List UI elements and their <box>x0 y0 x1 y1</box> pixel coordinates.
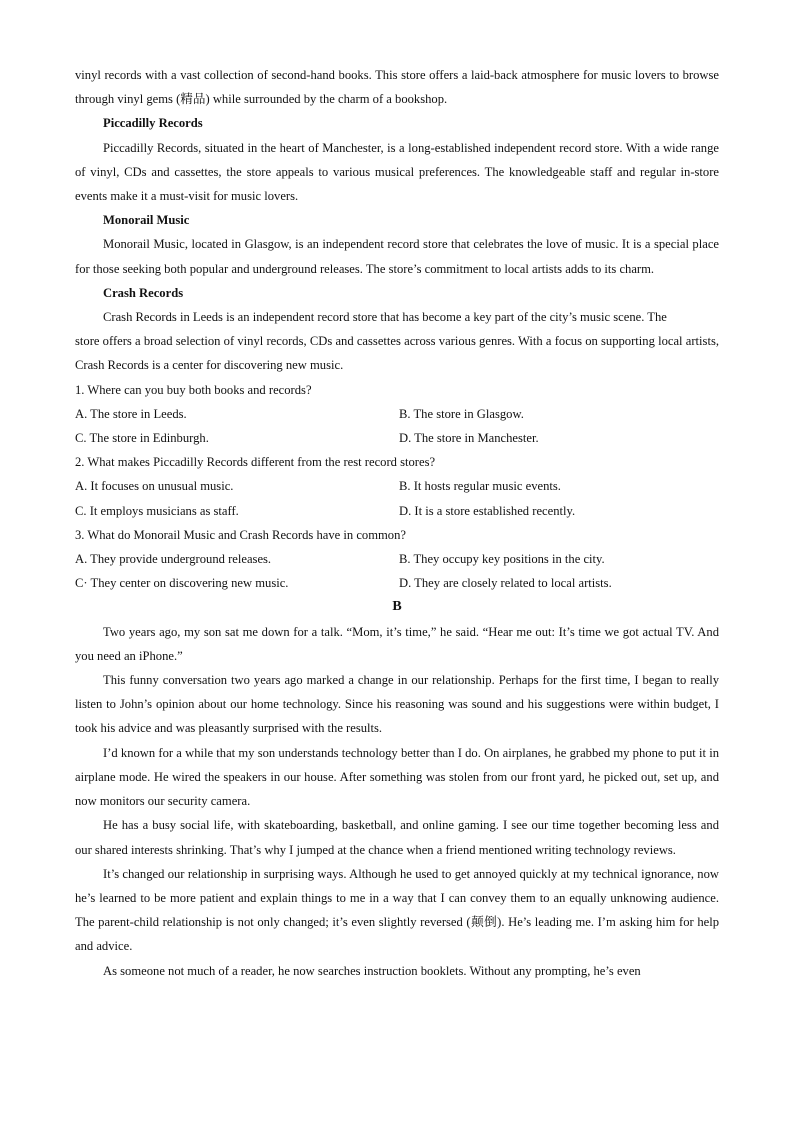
question-2-option-c: C. It employs musicians as staff. <box>75 503 239 518</box>
question-1-option-d: D. The store in Manchester. <box>399 431 539 446</box>
section-label-b: B <box>392 599 402 615</box>
passage-b-paragraph-3: I’d known for a while that my son understands technology better than I do. On airplanes, he grabbed my phone to put it in airplane mode. He wired the speakers in our house. After something was stolen from our front yard, he picked out, set up, and now monitors our security camera. <box>75 745 719 809</box>
store-heading-piccadilly: Piccadilly Records <box>103 116 203 131</box>
question-2-option-d: D. It is a store established recently. <box>399 503 576 518</box>
question-2-option-b: B. It hosts regular music events. <box>399 479 561 494</box>
question-3-option-b: B. They occupy key positions in the city. <box>399 552 605 567</box>
store-text-crash-line1: Crash Records in Leeds is an independent record store that has become a key part of the city’s music scene. The <box>103 310 667 325</box>
passage-b-paragraph-6: As someone not much of a reader, he now searches instruction booklets. Without any prompting, he’s even <box>103 963 641 978</box>
question-1-option-b: B. The store in Glasgow. <box>399 406 524 421</box>
question-2-options <box>75 474 719 522</box>
store-text-monorail: Monorail Music, located in Glasgow, is an independent record store that celebrates the love of music. It is a special place for those seeking both popular and underground releases. The store’s commitment to local artists adds to its charm. <box>75 237 719 276</box>
question-3-option-d: D. They are closely related to local artists. <box>399 576 612 591</box>
question-1-option-c: C. The store in Edinburgh. <box>75 431 209 446</box>
store-heading-crash: Crash Records <box>103 285 184 300</box>
question-3-options <box>75 547 719 595</box>
passage-b-paragraph-5: It’s changed our relationship in surprising ways. Although he used to get annoyed quickly at my technical ignorance, now he’s learned to be more patient and explain things to me in a way that I can convey them to an equally unknowing audience. The parent-child relationship is not only changed; it’s even slightly reversed (颠倒). He’s leading me. I’m asking him for help and advice. <box>75 866 719 954</box>
question-2-option-a: A. It focuses on unusual music. <box>75 479 234 494</box>
store-text-piccadilly: Piccadilly Records, situated in the heart of Manchester, is a long-established independent record store. With a wide range of vinyl, CDs and cassettes, the store appeals to various musical preferences. The knowledgeable staff and regular in-store events make it a must-visit for music lovers. <box>75 140 719 204</box>
store-text-crash-line2: store offers a broad selection of vinyl records, CDs and cassettes across various genres. With a focus on supporting local artists, Crash Records is a center for discovering new music. <box>75 334 719 373</box>
store-heading-monorail: Monorail Music <box>103 213 190 228</box>
passage-b-paragraph-1: Two years ago, my son sat me down for a talk. “Mom, it’s time,” he said. “Hear me out: It’s time we got actual TV. And you need an iPhone.” <box>75 624 719 663</box>
question-3-option-c: C· They center on discovering new music. <box>75 576 289 591</box>
passage-a-intro-tail: vinyl records with a vast collection of second-hand books. This store offers a laid-back atmosphere for music lovers to browse through vinyl gems (精品) while surrounded by the charm of a bookshop. <box>75 68 719 107</box>
document-page <box>75 63 719 983</box>
question-1-option-a: A. The store in Leeds. <box>75 406 187 421</box>
question-2-stem: 2. What makes Piccadilly Records different from the rest record stores? <box>75 455 436 470</box>
question-1-options <box>75 402 719 450</box>
question-3-stem: 3. What do Monorail Music and Crash Records have in common? <box>75 527 406 542</box>
question-3-option-a: A. They provide underground releases. <box>75 552 272 567</box>
passage-b-paragraph-2: This funny conversation two years ago marked a change in our relationship. Perhaps for the first time, I began to really listen to John’s opinion about our home technology. Since his reasoning was sound and his suggestions were within budget, I took his advice and was pleasantly surprised with the results. <box>75 673 719 736</box>
passage-b-paragraph-4: He has a busy social life, with skateboarding, basketball, and online gaming. I see our time together becoming less and our shared interests shrinking. That’s why I jumped at the chance when a friend mentioned writing technology reviews. <box>75 818 719 857</box>
question-1-stem: 1. Where can you buy both books and records? <box>75 382 312 397</box>
